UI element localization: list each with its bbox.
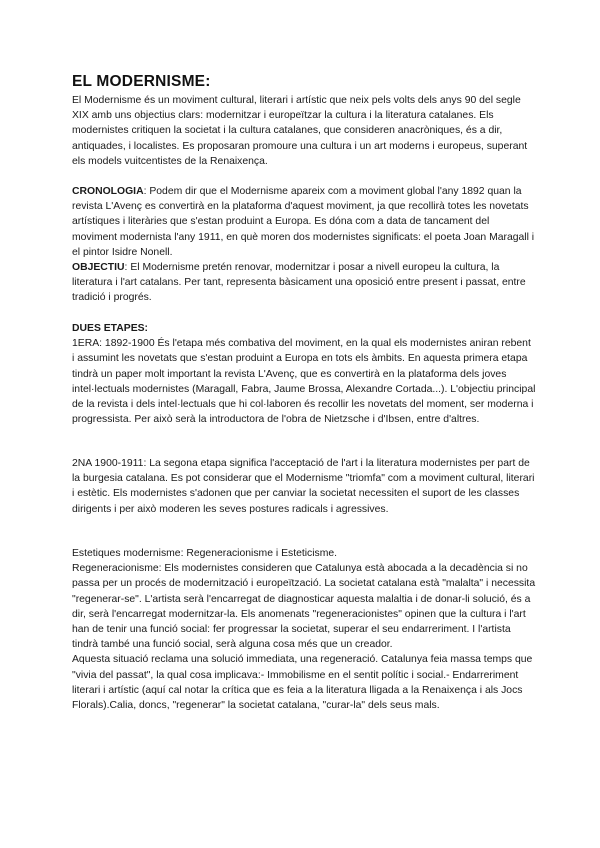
etapes-section [72, 321, 536, 427]
etapes-heading: DUES ETAPES: [72, 323, 149, 334]
objectiu-paragraph [72, 260, 536, 306]
estetiques-section [72, 546, 536, 713]
cronologia-text: : Podem dir que el Modernisme apareix com a moviment global l'any 1892 quan la revista L'Avenç es convertirà en la plataforma d'aquest moviment, ja que recollirà totes les novetats artístiques i literàries que s'estan produint a Europa. Es dóna com a data de tancament del moviment modernista l'any 1911, en què moren dos modernistes significats: el poeta Joan Maragall i el pintor Isidre Nonell. [72, 186, 535, 258]
intro-section [72, 93, 536, 169]
etapa-2-paragraph: 2NA 1900-1911: La segona etapa significa l'acceptació de l'art i la literatura modernistes per part de la burgesia catalana. Es pot considerar que el Modernisme "triomfa" com a moviment cultural, literari i estètic. Els modernistes s'adonen que per canviar la societat necessiten el suport de les classes dirigents i per això moderen les seves postures radicals i agressives. [72, 458, 535, 515]
etapa-1-paragraph: 1ERA: 1892-1900 És l'etapa més combativa del moviment, en la qual els modernistes aniran rebent i assumint les novetats que s'estan produint a Europa en tots els àmbits. En aquesta primera etapa tindrà un paper molt important la revista L'Avenç, que es convertirà en la plataforma dels joves intel·lectuals modernistes (Maragall, Fabra, Jaume Brossa, Alexandre Cortada...). L'objectiu principal de la revista i dels intel·lectuals que hi col·laboren és recollir les novetats del moment, ser moderna i progressista. Per això serà la introductora de l'obra de Nietzsche i d'Ibsen, entre d'altres. [72, 338, 536, 426]
intro-paragraph: El Modernisme és un moviment cultural, literari i artístic que neix pels volts dels anys 90 del segle XIX amb uns objectius clars: modernitzar i europeïtzar la cultura i la literatura catalanes. Els modernistes critiquen la societat i la cultura catalanes, que consideren anacròniques, és a dir, antiquades, i localistes. Es proposaran promoure una cultura i un art moderns i europeus, superant els models vuitcentistes de la Renaixença. [72, 95, 528, 167]
estetiques-heading: Estetiques modernisme: Regeneracionisme i Esteticisme. [72, 548, 338, 559]
reclama-paragraph: Aquesta situació reclama una solució immediata, una regeneració. Catalunya feia massa temps que "vivia del passat", la qual cosa implicava:- Immobilisme en el sentit polític i social.- Endarreriment literari i artístic (aquí cal notar la crítica que es feia a la literatura lligada a la Renaixença i als Jocs Florals).Calia, doncs, "regenerar" la societat catalana, "curar-la" dels seus mals. [72, 654, 533, 712]
etapa-2-section [72, 456, 536, 517]
objectiu-text: : El Modernisme pretén renovar, modernitzar i posar a nivell europeu la cultura, la literatura i l'art catalans. Per tant, representa bàsicament una oposició entre present i passat, entre tradició i progrés. [72, 262, 526, 304]
page-title: EL MODERNISME: [72, 73, 211, 90]
cronologia-objectiu-section [72, 184, 536, 306]
objectiu-label: OBJECTIU [72, 262, 125, 274]
cronologia-label: CRONOLOGIA [72, 186, 144, 197]
cronologia-paragraph [72, 184, 536, 260]
regeneracionisme-paragraph: Regeneracionisme: Els modernistes consideren que Catalunya està abocada a la decadència si no passa per un procés de modernització i europeïtzació. La societat catalana està "malalta" i necessita "regenerar-se". L'artista serà l'encarregat de diagnosticar aquesta malaltia i de donar-li solució, és a dir, serà l'encarregat modernitzar-la. Els anomenats "regeneracionistes" opinen que la cultura i l'art han de tenir una funció social: fer progressar la societat, superar el seu endarreriment. I l'artista tindrà també una funció social, serà alguna cosa més que un creador. [72, 563, 536, 651]
